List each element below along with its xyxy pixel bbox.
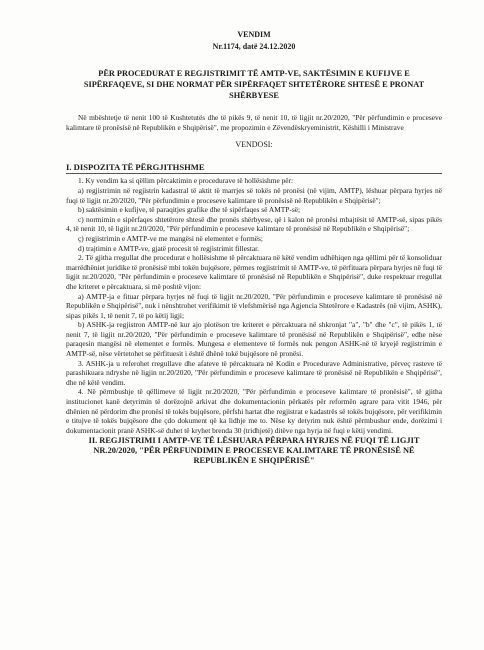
paragraph: b) saktësimin e kufijve, të paraqitjes grafike dhe të sipërfaqes së AMTP-së; (78, 205, 301, 215)
paragraph: 3. ASHK-ja u referohet rregullave dhe afateve të përcaktuara në Kodin e Procedurave Administrative, përveç rasteve të parashikuara ndryshe në ligjin nr.20/2020, "Për përfundimin e proceseve kalimtare të pronësisë në Republikën e Shqipërisë", dhe në këtë vendim. (66, 358, 442, 387)
section-2-heading: II. REGJISTRIMI I AMTP-VE TË LËSHUARA PËRPARA HYRJES NË FUQI TË LIGJIT NR.20/2020, "PËR PËRFUNDIMIN E PROCESEVE KALIMTARE TË PRONËSISË NË REPUBLIKËN E SHQIPËRISË" (88, 436, 420, 466)
section-1-heading: I. DISPOZITA TË PËRGJITHSHME (66, 161, 205, 172)
preamble-paragraph: Në mbështetje të nenit 100 të Kushtetutës dhe të pikës 9, të nenit 10, të ligjit nr.20/2020, "Për përfundimin e proceseve kalimtare të pronësisë në Republikën e Shqipërisë", me propozimin e Zëvendëskryeministrit, Këshilli i Ministrave (66, 113, 442, 132)
decision-number: Nr.1174, datë 24.12.2020 (212, 42, 296, 51)
paragraph: 2. Të gjitha rregullat dhe procedurat e hollësishme të përcaktuara në këtë vendim udhëhiqen nga qëllimi për të konsoliduar marrëdhëniet juridike të pronësisë mbi tokën bujqësore, përmes regjistrimit të AMTP-ve, të përfituara përpara hyrjes në fuqi të ligjit nr.20/2020, "Për përfundimin e proceseve kalimtare të pronësisë në Republikën e Shqipërisë", duke respektuar rregullat dhe kriteret e përcaktuara, si më poshtë vijon: (66, 253, 442, 291)
decides-heading: VENDOSI: (235, 140, 273, 150)
paragraph: 4. Në përmbushje të qëllimeve të ligjit nr.20/2020, "Për përfundimin e proceseve kalimtare të pronësisë", të gjitha institucionet kanë detyrimin të dorëzojnë arkivat dhe dokumentacionin përkatës për reformën agrare para vitit 1946, për dhënien në përdorim dhe pronësi të tokës bujqësore, përfshi hartat dhe regjistrat e kadastrës së tokës bujqësore, për verifikimin e titujve të tokës bujqësore dhe çdo dokument që ka lidhje me to. Nëse ky detyrim nuk është përmbushur ende, dorëzimi i dokumentacionit pranë ASHK-së duhet të kryhet brenda 30 (tridhjetë) ditëve nga hyrja në fuqi e këtij vendimi. (66, 387, 442, 435)
paragraph: a) AMTP-ja e fituar përpara hyrjes në fuqi të ligjit nr.20/2020, "Për përfundimin e proceseve kalimtare të pronësisë në Republikën e Shqipërisë", nuk i nënshtrohet verifikimit të vlefshmërisë nga Agjencia Shtetërore e Kadastrës (në vijim, ASHK), sipas pikës 1, të nenit 7, të po këtij ligji; (66, 291, 442, 320)
paragraph: c) normimin e sipërfaqes shtetërore shtesë dhe pronës shërbyese, që i kalon në pronësi mbajtësit të AMTP-së, sipas pikës 4, të nenit 10, të ligjit nr.20/2020, "Për përfundimin e proceseve kalimtare të pronësisë në Republikën e Shqipërisë"; (66, 214, 442, 234)
section-divider (66, 173, 442, 174)
paragraph: b) ASHK-ja regjistron AMTP-në kur ajo plotëson tre kriteret e përcaktuara në shkronjat "a", "b" dhe "c", të pikës 1, të nenit 7, të ligjit nr.20/2020, "Për përfundimin e proceseve kalimtare të pronësisë në Republikën e Shqipërisë", edhe nëse paraqesin mangësi në elementet e formës. Mungesa e elementeve të formës nuk pengon ASHK-në të kryejë regjistrimin e AMTP-së, nëse vërtetohet se përfituesit i është dhënë tokë bujqësore në pronësi. (66, 320, 442, 359)
decision-title: VENDIM (237, 30, 271, 39)
paragraph: a) regjistrimin në regjistrin kadastral të aktit të marrjes së tokës në pronësi (në vijim, AMTP), lëshuar përpara hyrjes në fuqi të ligjit nr.20/2020, "Për përfundimin e proceseve kalimtare të pronësisë në Republikën e Shqipërisë"; (66, 185, 442, 205)
paragraph: 1. Ky vendim ka si qëllim përcaktimin e procedurave të hollësishme për: (78, 176, 294, 186)
paragraph: d) trajtimin e AMTP-ve, gjatë procesit të regjistrimit fillestar. (78, 243, 260, 253)
paragraph: ç) regjistrimin e AMTP-ve me mangësi në elementet e formës; (78, 233, 263, 243)
document-main-title: PËR PROCEDURAT E REGJISTRIMIT TË AMTP-VE, SAKTËSIMIN E KUFIJVE E SIPËRFAQEVE, SI DHE NORMAT PËR SIPËRFAQET SHTETËRORE SHTESË E PRONAT SHËRBYESE (83, 69, 425, 100)
